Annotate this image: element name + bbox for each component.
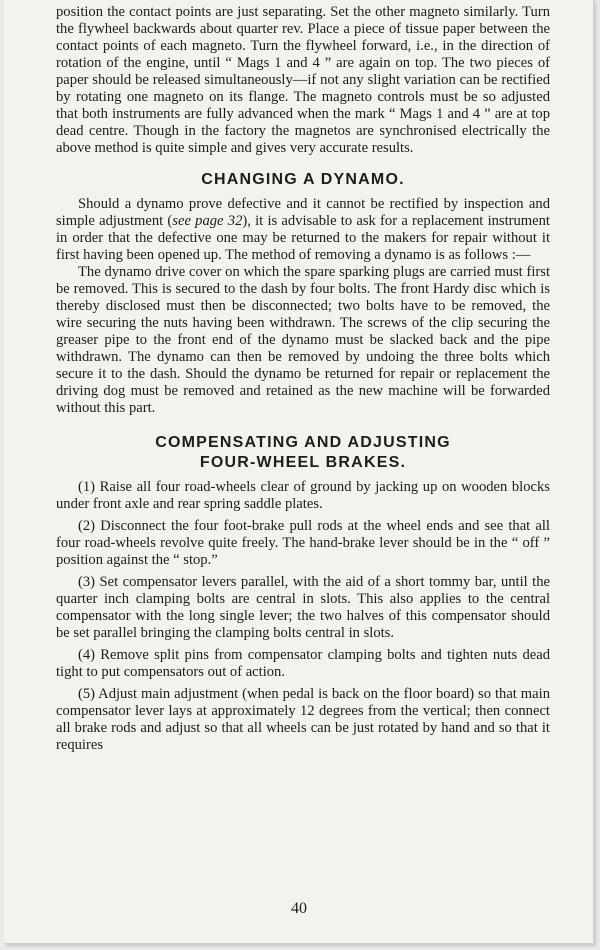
page-body	[56, 4, 550, 754]
book-page	[4, 0, 594, 944]
page-reference: see page 32	[172, 213, 243, 229]
brake-step-5: (5) Adjust main adjustment (when pedal is back on the floor board) so that main compensator lever lays at approximately 12 degrees from the vertical; then connect all brake rods and adjust so that all wheels can be just rotated by hand and so that it requires	[56, 686, 550, 753]
brake-step-1: (1) Raise all four road-wheels clear of ground by jacking up on wooden blocks under front axle and rear spring saddle plates.	[56, 479, 550, 512]
section-heading-changing-dynamo: CHANGING A DYNAMO.	[201, 171, 405, 188]
dynamo-para1-text-a: Should a dynamo prove defective and it cannot be rectified by inspection and simple adjustment (	[56, 196, 550, 229]
dynamo-paragraph-2: The dynamo drive cover on which the spare sparking plugs are carried must first be removed. This is secured to the dash by four bolts. The front Hardy disc which is thereby disclosed must then be disconnected; two bolts have to be removed, the wire securing the nuts having been withdrawn. The screws of the clip securing the greaser pipe to the front end of the dynamo must be slacked back and the pipe withdrawn. The dynamo can then be removed by undoing the three bolts which secure it to the dash. Should the dynamo be returned for repair or replacement the driving dog must be removed and retained as the new machine will be forwarded without this part.	[56, 264, 550, 416]
brake-step-2: (2) Disconnect the four foot-brake pull rods at the wheel ends and see that all four road-wheels revolve quite freely. The hand-brake lever should be in the “ off ” position against the “ stop.”	[56, 518, 550, 568]
dynamo-paragraph-1	[56, 196, 550, 264]
dynamo-para1-text-b: ), it is advisable to ask for a replacement instrument in order that the defective one may be returned to the makers for repair without it first having been opened up. The method of removing a dynamo is as follows :—	[56, 213, 550, 263]
page-number: 40	[291, 900, 307, 917]
brake-step-4: (4) Remove split pins from compensator clamping bolts and tighten nuts dead tight to put compensators out of action.	[56, 647, 550, 680]
brakes-heading-line-2: FOUR-WHEEL BRAKES.	[199, 454, 407, 471]
intro-paragraph: position the contact points are just separating. Set the other magneto similarly. Turn the flywheel backwards about quarter rev. Place a piece of tissue paper between the contact points of each magneto. Turn the flywheel forward, i.e., in the direction of rotation of the engine, until “ Mags 1 and 4 ” are again on top. The two pieces of paper should be released simultaneously—if not any slight variation can be rectified by rotating one magneto on its flange. The magneto controls must be so adjusted that both instruments are fully advanced when the mark “ Mags 1 and 4 ” are at top dead centre. Though in the factory the magnetos are synchronised electrically the above method is quite simple and gives very accurate results.	[56, 4, 550, 156]
brakes-heading-line-1: COMPENSATING AND ADJUSTING	[155, 434, 451, 451]
brake-step-3: (3) Set compensator levers parallel, with the aid of a short tommy bar, until the quarter inch clamping bolts are central in slots. This also applies to the central compensator with the long single lever; the two halves of this compensator should be set parallel bringing the clamping bolts central in slots.	[56, 574, 550, 641]
section-heading-brakes	[56, 433, 550, 473]
